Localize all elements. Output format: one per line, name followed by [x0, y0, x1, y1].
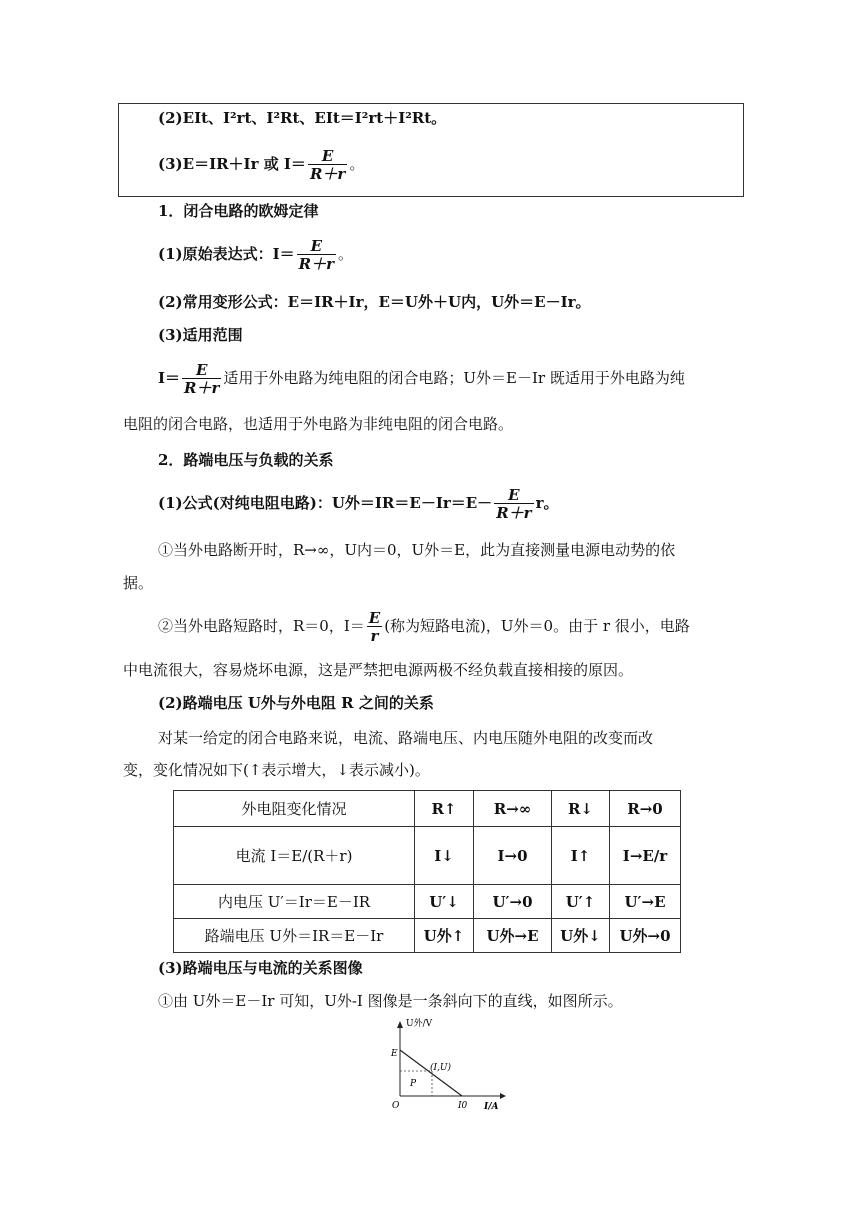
fraction-applicability: $\frac{E}{R+r}$: [184, 360, 220, 397]
section-1-heading: 1．闭合电路的欧姆定律: [158, 202, 319, 220]
table-row: [174, 885, 681, 919]
s2p1-prefix: (1)公式(对纯电阻电路)：U外＝IR＝E－Ir＝E－: [158, 494, 493, 512]
s2p3-prefix: ②当外电路短路时，R＝0，I＝: [158, 617, 365, 635]
section-2-p3a: [158, 606, 690, 646]
i0-label: I0: [458, 1101, 468, 1111]
table-cell: 路端电压 U外＝IR＝E－Ir: [174, 919, 415, 953]
table-cell: I→0: [474, 827, 552, 885]
section-2-p2a: ①当外电路断开时，R→∞，U内＝0，U外＝E，此为直接测量电源电动势的依: [158, 541, 676, 559]
table-cell: 电流 I＝E/(R＋r): [174, 827, 415, 885]
change-table: [173, 790, 681, 953]
fraction-short-circuit: $\frac{E}{r}$: [368, 608, 381, 645]
p4-prefix: I＝: [158, 369, 181, 387]
table-cell: U′↑: [552, 885, 610, 919]
section-2-p7: ①由 U外＝E－Ir 可知，U外-I 图像是一条斜向下的直线，如图所示。: [158, 992, 623, 1010]
table-cell: U外→E: [474, 919, 552, 953]
answer-line-2-text: (2)EIt、I²rt、I²Rt、EIt＝I²rt＋I²Rt。: [158, 109, 447, 127]
table-cell: U外→0: [610, 919, 681, 953]
answer-line-3: [158, 144, 364, 184]
origin-label: O: [392, 1101, 400, 1111]
section-2-p3b: 中电流很大，容易烧坏电源，这是严禁把电源两极不经负载直接相接的原因。: [123, 661, 634, 679]
table-cell: R↑: [415, 791, 474, 827]
x-axis-label: I/A: [484, 1102, 499, 1112]
e-label: E: [391, 1049, 398, 1059]
section-2-p1: [158, 483, 558, 523]
table-row: [174, 827, 681, 885]
p4-text: 适用于外电路为纯电阻的闭合电路；U外＝E－Ir 既适用于外电路为纯: [223, 369, 685, 387]
section-2-p6: (3)路端电压与电流的关系图像: [158, 959, 363, 977]
table-cell: I↑: [552, 827, 610, 885]
point-label: (I,U): [430, 1063, 452, 1073]
section-1-p3: (3)适用范围: [158, 326, 243, 344]
table-cell: 内电压 U′＝Ir＝E－IR: [174, 885, 415, 919]
table-cell: I↓: [415, 827, 474, 885]
p-label: P: [410, 1079, 417, 1089]
u-i-line: [400, 1050, 462, 1096]
p1-suffix: 。: [338, 245, 354, 263]
fraction-terminal-voltage: $\frac{E}{R+r}$: [496, 485, 532, 522]
table-row: [174, 791, 681, 827]
y-axis-arrow-icon: [397, 1021, 403, 1028]
y-axis-label: U外/V: [406, 1019, 433, 1029]
table-cell: R↓: [552, 791, 610, 827]
section-1-p1: [158, 234, 353, 274]
fraction-e-over-r-plus-r: $\frac{E}{R+r}$: [309, 146, 346, 183]
table-row: [174, 919, 681, 953]
table-cell: 外电阻变化情况: [174, 791, 415, 827]
table-cell: I→E/r: [610, 827, 681, 885]
section-1-p5: 电阻的闭合电路，也适用于外电路为非纯电阻的闭合电路。: [123, 415, 514, 433]
table-cell: U′↓: [415, 885, 474, 919]
section-2-p4: (2)路端电压 U外与外电阻 R 之间的关系: [158, 694, 434, 712]
section-2-p5b: 变，变化情况如下(↑表示增大，↓表示减小)。: [123, 761, 430, 779]
table-cell: R→∞: [474, 791, 552, 827]
section-2-p2b: 据。: [123, 574, 154, 592]
table-cell: U′→E: [610, 885, 681, 919]
table-cell: U′→0: [474, 885, 552, 919]
section-2-p5a: 对某一给定的闭合电路来说，电流、路端电压、内电压随外电阻的改变而改: [158, 729, 654, 747]
p1-prefix: (1)原始表达式：I＝: [158, 245, 295, 263]
table-cell: R→0: [610, 791, 681, 827]
table-cell: U外↓: [552, 919, 610, 953]
section-2-heading: 2．路端电压与负载的关系: [158, 451, 334, 469]
answer-line-2: [158, 108, 446, 128]
x-axis-arrow-icon: [500, 1093, 506, 1099]
section-1-p2: (2)常用变形公式：E＝IR＋Ir，E＝U外＋U内，U外＝E－Ir。: [158, 293, 591, 311]
s2p1-suffix: r。: [535, 494, 559, 512]
section-1-p4: [158, 358, 685, 398]
answer-line-3-suffix: 。: [349, 155, 365, 173]
fraction-original-formula: $\frac{E}{R+r}$: [298, 236, 335, 273]
u-i-graph: [388, 1018, 508, 1114]
s2p3-suffix: (称为短路电流)，U外＝0。由于 r 很小，电路: [384, 617, 690, 635]
table-cell: U外↑: [415, 919, 474, 953]
answer-line-3-prefix: (3)E＝IR＋Ir 或 I＝: [158, 155, 306, 173]
